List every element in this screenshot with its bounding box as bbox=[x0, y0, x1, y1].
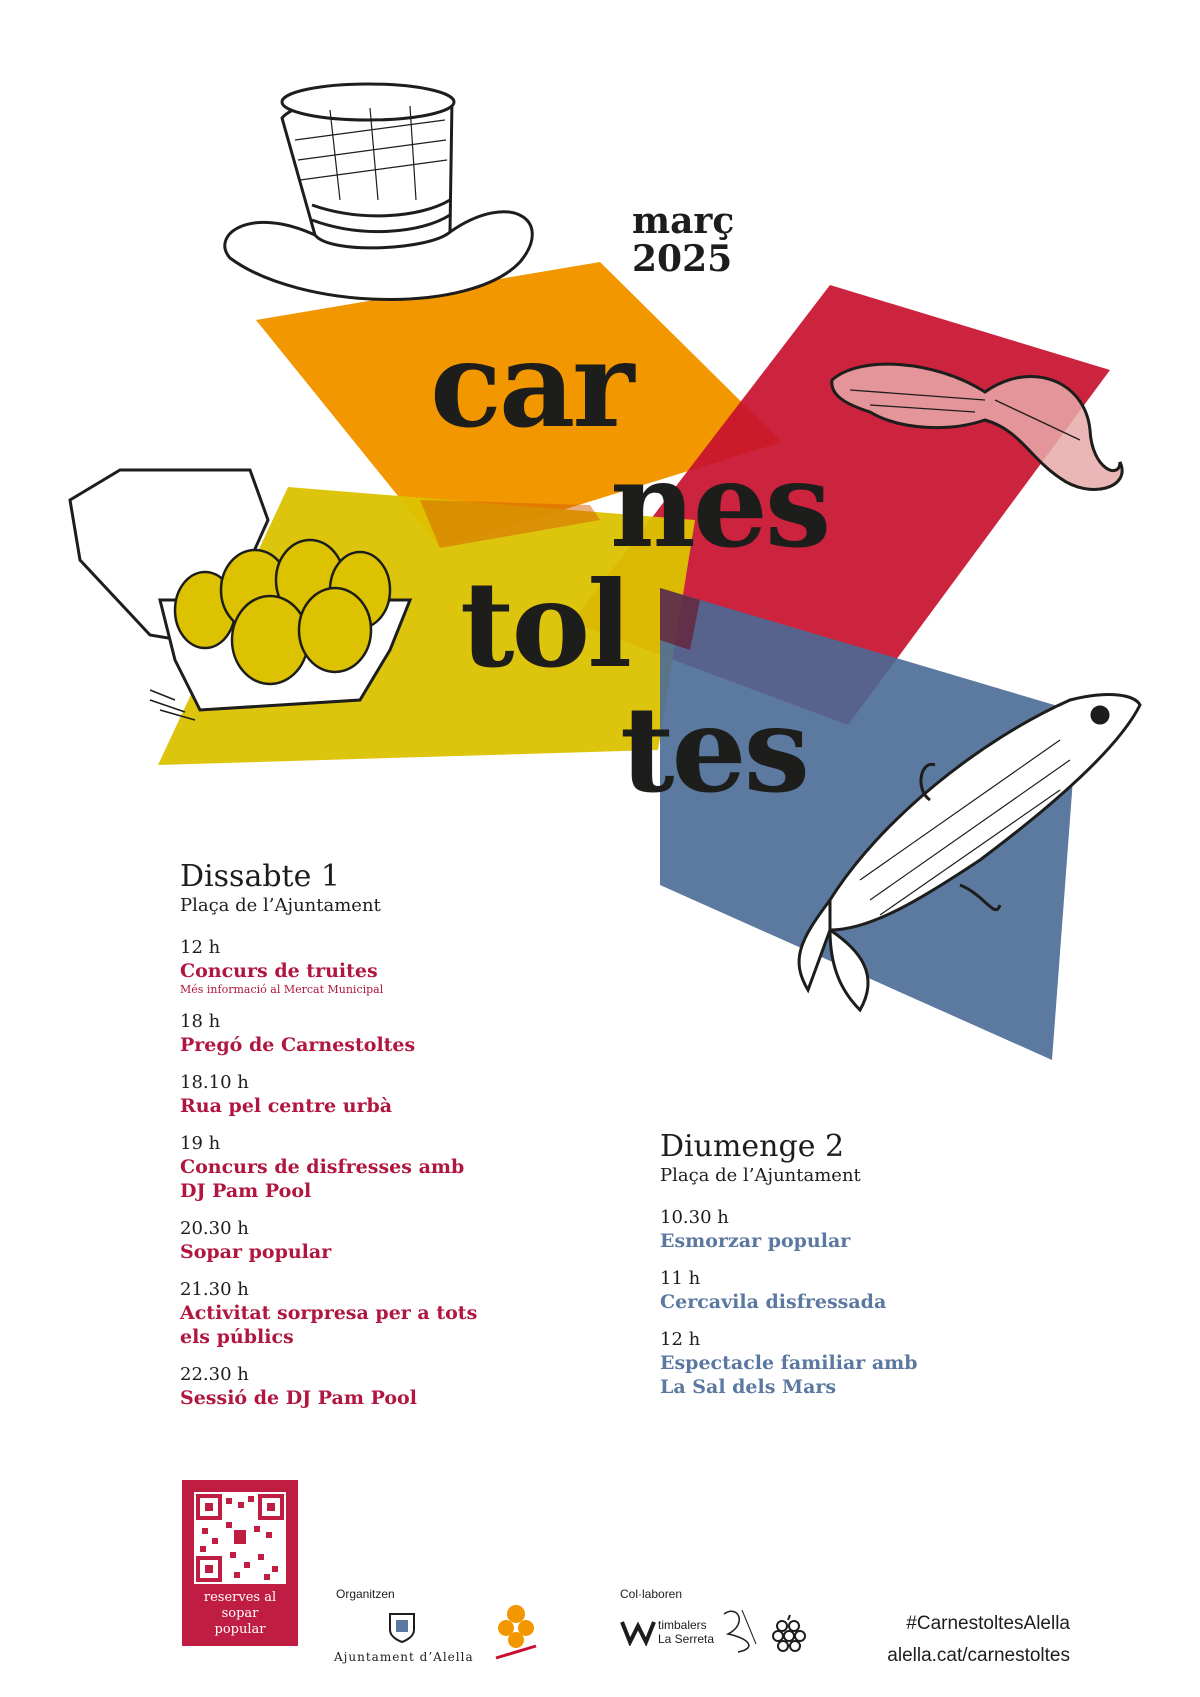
timbalers-logo-icon bbox=[620, 1618, 656, 1650]
organizers-label: Organitzen bbox=[336, 1587, 395, 1601]
event-item: 22.30 h Sessió de DJ Pam Pool bbox=[180, 1364, 417, 1409]
organizer-ajuntament: Ajuntament d’Alella bbox=[334, 1650, 474, 1664]
title-line-4: tes bbox=[620, 680, 808, 819]
saturday-title: Dissabte 1 bbox=[180, 859, 340, 894]
event-item: 12 h Concurs de truites Més informació al Mercat Municipal bbox=[180, 936, 580, 996]
collab-2-logo bbox=[718, 1604, 762, 1660]
hashtag: #CarnestoltesAlella bbox=[906, 1613, 1070, 1634]
town-crest-icon bbox=[388, 1612, 416, 1648]
qr-label: reserves al sopar popular bbox=[203, 1590, 277, 1637]
title-line-3: tol bbox=[460, 555, 630, 694]
year-label: 2025 bbox=[632, 238, 733, 280]
event-item: 12 h Espectacle familiar amb La Sal dels Mars bbox=[660, 1329, 918, 1398]
event-note: Més informació al Mercat Municipal bbox=[180, 983, 384, 996]
event-item: 10.30 h Esmorzar popular bbox=[660, 1207, 851, 1252]
organizer-2-logo bbox=[490, 1600, 542, 1670]
website-link[interactable]: alella.cat/carnestoltes bbox=[887, 1645, 1070, 1666]
title-line-2: nes bbox=[610, 435, 829, 574]
collaborators-label: Col·laboren bbox=[620, 1587, 683, 1601]
event-item: 19 h Concurs de disfresses amb DJ Pam Pool bbox=[180, 1133, 465, 1202]
top-hat-icon bbox=[225, 84, 532, 299]
event-item: 20.30 h Sopar popular bbox=[180, 1218, 332, 1263]
grapes-icon bbox=[772, 1614, 806, 1658]
sunday-place: Plaça de l’Ajuntament bbox=[660, 1165, 861, 1186]
saturday-program bbox=[180, 860, 580, 1410]
sunday-title: Diumenge 2 bbox=[660, 1129, 845, 1164]
qr-reservation-box[interactable] bbox=[182, 1480, 298, 1646]
event-item: 18 h Pregó de Carnestoltes bbox=[180, 1011, 416, 1056]
event-item: 11 h Cercavila disfressada bbox=[660, 1268, 887, 1313]
month-label: març bbox=[632, 200, 735, 242]
event-item: 21.30 h Activitat sorpresa per a tots els públics bbox=[180, 1279, 478, 1348]
sunday-program bbox=[660, 1130, 1080, 1399]
title-line-1: car bbox=[430, 315, 632, 454]
collab-timbalers: timbalers La Serreta bbox=[658, 1618, 715, 1646]
qr-code-icon bbox=[194, 1492, 286, 1584]
event-item: 18.10 h Rua pel centre urbà bbox=[180, 1072, 393, 1117]
saturday-place: Plaça de l’Ajuntament bbox=[180, 895, 381, 916]
